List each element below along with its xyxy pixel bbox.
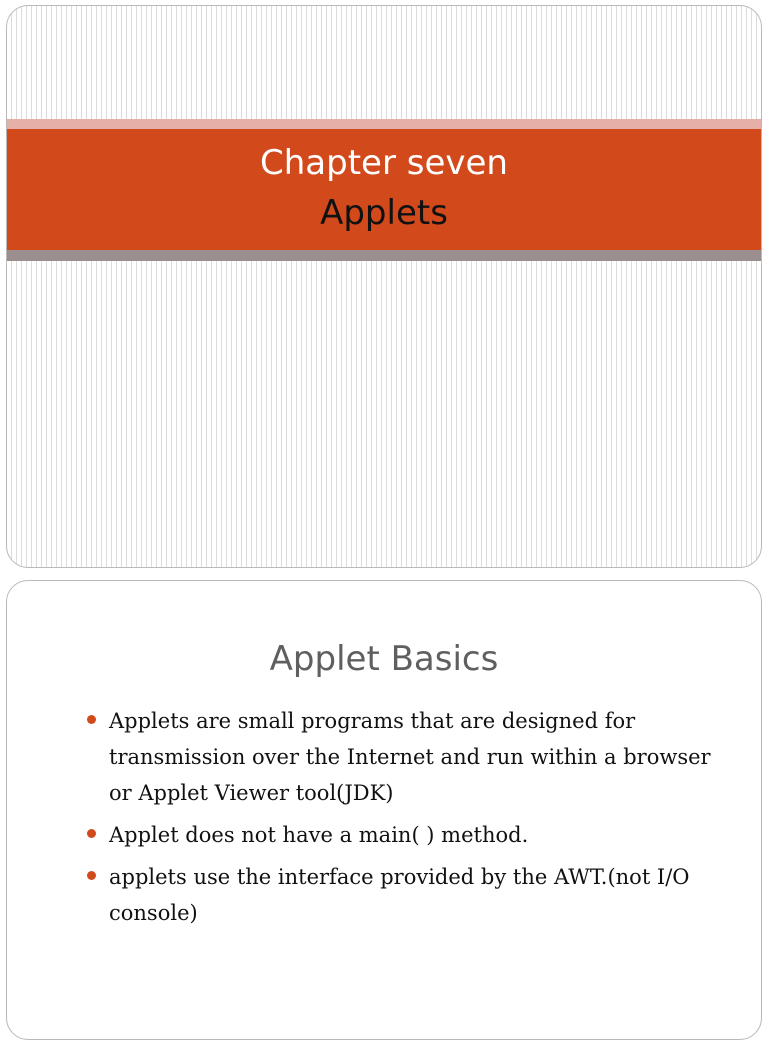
title-slide: [6, 5, 762, 568]
bullet-dot-icon: [87, 829, 96, 838]
slide-title: Chapter seven: [260, 143, 508, 183]
bullet-dot-icon: [87, 871, 96, 880]
bullet-text: applets use the interface provided by the AWT.(not I/O console): [109, 865, 690, 925]
slide-heading: Applet Basics: [269, 639, 499, 679]
bullet-item: [87, 703, 717, 811]
slide-subtitle: Applets: [320, 193, 448, 233]
bullet-text: Applets are small programs that are designed for transmission over the Internet and run within a browser or Applet Viewer tool(JDK): [109, 709, 711, 805]
title-band-top-stripe: [7, 119, 761, 129]
title-band: [7, 129, 761, 250]
bullet-text: Applet does not have a main( ) method.: [109, 823, 529, 847]
bullet-item: [87, 817, 717, 853]
content-slide: [6, 580, 762, 1040]
bullet-item: [87, 859, 717, 931]
bullet-dot-icon: [87, 715, 96, 724]
bullet-list: [87, 703, 717, 937]
title-band-bottom-stripe: [7, 250, 761, 261]
